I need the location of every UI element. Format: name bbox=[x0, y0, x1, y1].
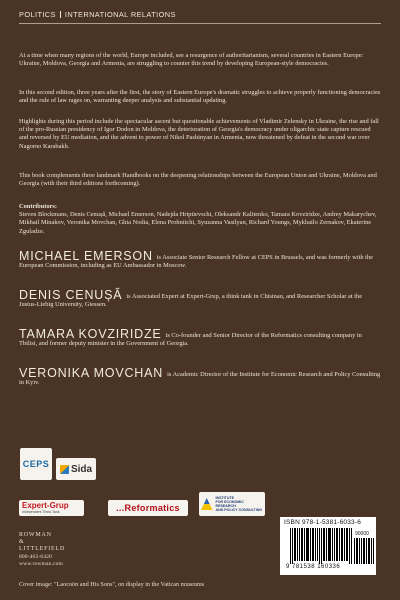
header-divider bbox=[60, 11, 61, 18]
expert-grup-logo-text: Expert-Grup bbox=[22, 501, 69, 510]
publisher-phone: 800-462-6420 bbox=[19, 553, 52, 560]
author-bio-text: is Associate Senior Research Fellow at CEPS in Brussels, and was formerly with the European Commission, including as EU Ambassador in Moscow. bbox=[19, 254, 373, 270]
blurb-paragraph-4: This book complements three landmark Handbooks on the deepening relationships between the European Union and Ukraine, Moldova and Georgia (with their third editions forthcoming). bbox=[19, 172, 377, 188]
ier-line-2: FOR ECONOMIC RESEARCH bbox=[215, 499, 244, 508]
blurb-paragraph-2: In this second edition, three years after the first, the story of Eastern Europe's dramatic struggles to achieve properly functioning democracies and the rule of law rages on, warranting deeper analysis and substantial updating. bbox=[19, 89, 381, 105]
blurb-paragraph-3: Highlights during this period include the spectacular ascent but questionable achievements of Vladimir Zelensky in Ukraine, the rise and fall of the pro-Russian presidency of Igor Dodon in Moldova, the deterioration of Georgia's democracy under oligarchic state capture rescued and reversed by EU mediation, and the advent to power of Nikol Pashinyan in Armenia, now threatened by defeat in the second war over Nagorno Karabakh. bbox=[19, 118, 379, 150]
barcode-digits: 9 781538 160336 bbox=[286, 564, 341, 570]
contributors-label: Contributors: bbox=[19, 203, 57, 210]
reformatics-logo bbox=[108, 500, 188, 516]
sida-logo bbox=[56, 458, 96, 480]
author-bio-text: is Associated Expert at Expert-Grup, a think tank in Chisinau, and Researcher Scholar at the Justus-Liebig University, Giessen. bbox=[19, 293, 363, 309]
publisher-website: www.rowman.com bbox=[19, 560, 63, 567]
expert-grup-logo bbox=[19, 500, 84, 516]
isbn-barcode bbox=[290, 528, 352, 564]
author-bio-4 bbox=[19, 366, 381, 388]
header-rule bbox=[19, 23, 381, 24]
author-name: VERONIKA MOVCHAN bbox=[19, 366, 164, 380]
author-name: DENIS CENUȘĂ bbox=[19, 288, 123, 302]
sida-logo-text: Sida bbox=[70, 463, 93, 475]
ier-line-1: INSTITUTE bbox=[215, 495, 235, 500]
author-bio-3 bbox=[19, 327, 381, 349]
author-name: TAMARA KOVZIRIDZE bbox=[19, 327, 162, 341]
ceps-logo-text: CEPS bbox=[22, 458, 50, 469]
price-code: 90000 bbox=[355, 531, 369, 537]
publisher-line-2: LITTLEFIELD bbox=[19, 546, 66, 553]
addon-barcode bbox=[354, 538, 374, 564]
ier-mark-icon bbox=[201, 498, 213, 510]
ceps-logo bbox=[20, 448, 52, 480]
publisher-ampersand: & bbox=[19, 539, 25, 546]
sida-mark-icon bbox=[60, 465, 69, 474]
contributors-block bbox=[19, 203, 381, 236]
ier-logo-text bbox=[216, 496, 264, 513]
category-header bbox=[19, 10, 176, 19]
author-name: MICHAEL EMERSON bbox=[19, 249, 153, 263]
publisher-line-1: ROWMAN bbox=[19, 532, 52, 538]
publisher-imprint bbox=[19, 532, 65, 568]
subcategory-label: INTERNATIONAL RELATIONS bbox=[64, 10, 176, 19]
ier-logo bbox=[199, 492, 265, 516]
ier-line-3: AND POLICY CONSULTING bbox=[215, 508, 263, 513]
category-label: POLITICS bbox=[19, 10, 56, 19]
contributors-names: Steven Blockmans, Denis Cenușă, Michael Emerson, Nadejda Hriptievschi, Oleksandr Kalitenko, Tamara Kovziridze, Andrey Makarychev, Mikhail Minakov, Veronika Movchan, Ghia Nodia, Elena Prohnitchi, Syuzanna Vasilyan, Richard Youngs, Mykhailo Zernakov, Ekaterine Zguladze. bbox=[19, 211, 377, 235]
author-bio-2 bbox=[19, 288, 381, 310]
expert-grup-tagline: Independent Think-Tank bbox=[22, 510, 60, 514]
author-bio-1 bbox=[19, 249, 381, 271]
isbn-text: ISBN 978-1-5381-6033-6 bbox=[284, 519, 362, 526]
cover-image-credit: Cover image: "Laocoön and His Sons", on display in the Vatican museums bbox=[19, 581, 205, 588]
reformatics-logo-text: ...Reformatics bbox=[116, 503, 180, 513]
author-bio-text: is Co-founder and Senior Director of the Reformatics consulting company in Tbilisi, and former deputy minister in the Government of Georgia. bbox=[19, 332, 362, 348]
blurb-paragraph-1: At a time when many regions of the world, Europe included, see a resurgence of authoritarianism, several countries in Eastern Europe: Ukraine, Moldova, Georgia and Armenia, are struggling to counter this trend by developing European-style democracies. bbox=[19, 52, 364, 68]
author-bio-text: is Academic Director of the Institute for Economic Research and Policy Consulting in Kyiv. bbox=[19, 371, 381, 387]
